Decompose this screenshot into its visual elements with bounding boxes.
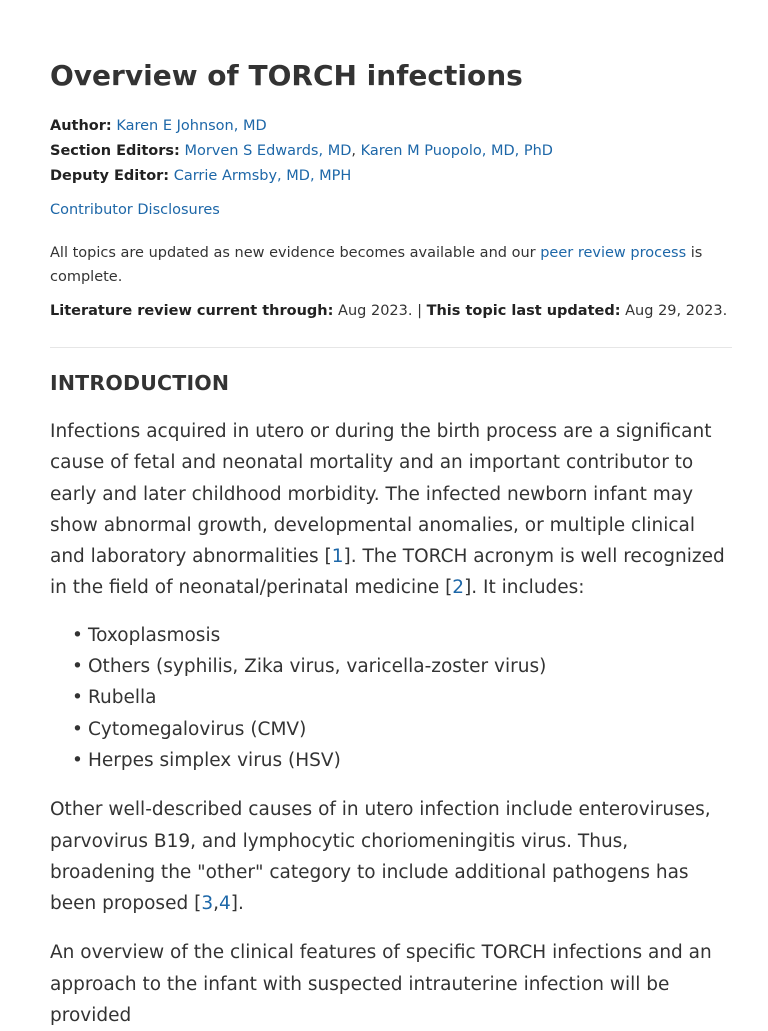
peer-review-link[interactable]: peer review process [540, 245, 687, 261]
section-editor-link-1[interactable]: Morven S Edwards, MD [184, 143, 352, 159]
deputy-editor-label: Deputy Editor: [50, 168, 170, 184]
bullet: • [72, 687, 83, 709]
paragraph-text: ]. [230, 893, 244, 915]
list-item [72, 651, 732, 682]
bullet: • [72, 656, 83, 678]
paragraph-text: ]. The TORCH acronym is well recognized in the field of neonatal/perinatal medicine [ [50, 546, 725, 599]
update-note [50, 241, 732, 289]
list-item [72, 745, 732, 776]
deputy-editor-line [50, 164, 732, 189]
literature-review-value: Aug 2023. | [333, 303, 427, 319]
list-item-text: Toxoplasmosis [88, 624, 221, 646]
section-editors-separator: , [351, 143, 361, 159]
section-divider [50, 347, 732, 348]
bullet: • [72, 624, 83, 646]
reference-link-4[interactable]: 4 [218, 893, 231, 915]
bullet: • [72, 749, 83, 771]
contributor-disclosures-link[interactable]: Contributor Disclosures [50, 202, 220, 218]
introduction-heading: INTRODUCTION [50, 371, 230, 395]
torch-list [50, 620, 732, 776]
reference-link-1[interactable]: 1 [331, 546, 344, 568]
review-dates [50, 299, 732, 323]
contributor-disclosures [50, 198, 732, 223]
update-note-text-end: is complete. [50, 245, 703, 285]
introduction-paragraph-1 [50, 416, 732, 604]
list-item [72, 620, 732, 651]
reference-link-3[interactable]: 3 [201, 893, 214, 915]
reference-separator: , [213, 893, 219, 915]
update-note-text: All topics are updated as new evidence becomes available and our [50, 245, 541, 261]
list-item-text: Cytomegalovirus (CMV) [88, 718, 307, 740]
reference-link-2[interactable]: 2 [452, 577, 465, 599]
section-editors-line [50, 139, 732, 164]
bullet: • [72, 718, 83, 740]
list-item-text: Others (syphilis, Zika virus, varicella-zoster virus) [88, 656, 547, 678]
literature-review-label: Literature review current through: [50, 303, 334, 319]
list-item-text: Herpes simplex virus (HSV) [88, 749, 341, 771]
list-item [72, 714, 732, 745]
paragraph-text: ]. It includes: [464, 577, 585, 599]
paragraph-text: Infections acquired in utero or during the birth process are a significant cause of fetal and neonatal mortality and an important contributor to early and later childhood morbidity. The infected newborn infant may show abnormal growth, developmental anomalies, or multiple clinical and laboratory abnormalities [ [50, 421, 712, 568]
last-updated-label: This topic last updated: [426, 303, 621, 319]
section-editors-label: Section Editors: [50, 143, 180, 159]
last-updated-value: Aug 29, 2023. [620, 303, 728, 319]
deputy-editor-link[interactable]: Carrie Armsby, MD, MPH [173, 168, 352, 184]
list-item [72, 682, 732, 713]
author-label: Author: [50, 118, 112, 134]
paragraph-text: Other well-described causes of in utero infection include enteroviruses, parvovirus B19, and lymphocytic choriomeningitis virus. Thus, broadening the "other" category to include additional pathogens has been proposed [ [50, 799, 711, 915]
page-title: Overview of TORCH infections [50, 59, 523, 92]
author-link[interactable]: Karen E Johnson, MD [116, 118, 267, 134]
list-item-text: Rubella [88, 687, 157, 709]
author-line [50, 114, 732, 139]
introduction-paragraph-3: An overview of the clinical features of specific TORCH infections and an approach to the infant with suspected intrauterine infection will be provided [50, 942, 712, 1027]
section-editor-link-2[interactable]: Karen M Puopolo, MD, PhD [360, 143, 553, 159]
introduction-paragraph-2 [50, 794, 732, 919]
